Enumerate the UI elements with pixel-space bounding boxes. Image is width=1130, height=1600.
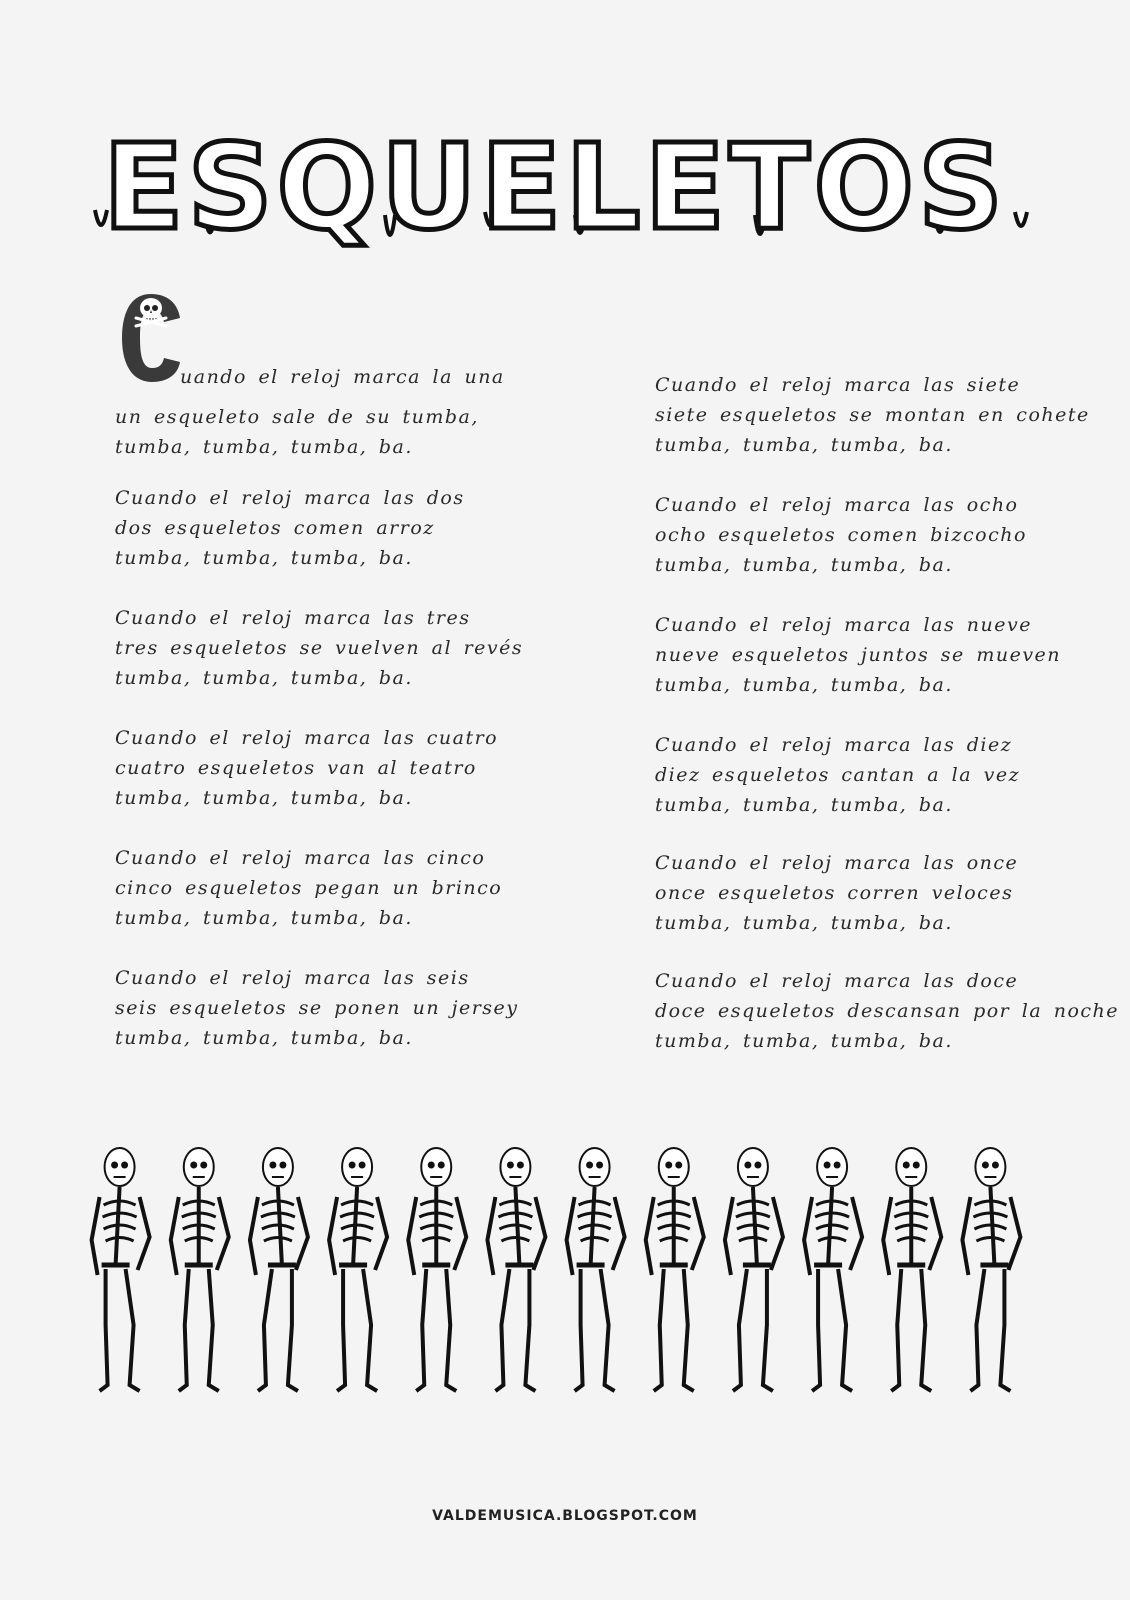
skeleton-figure — [962, 1148, 1020, 1391]
stanza-line: tres esqueletos se vuelven al revés — [115, 637, 524, 659]
stanza-line: once esqueletos corren veloces — [655, 882, 1014, 904]
stanza-line: Cuando el reloj marca las cinco — [115, 847, 486, 869]
stanza-line: Cuando el reloj marca las doce — [655, 970, 1019, 992]
skeletons-svg — [80, 1145, 1030, 1405]
title-text: ESQUELETOS — [103, 130, 1007, 256]
stanza-6 — [115, 963, 555, 1053]
stanza-line: Cuando el reloj marca las dos — [115, 487, 465, 509]
stanza-line: Cuando el reloj marca las ocho — [655, 494, 1019, 516]
skeleton-figure — [408, 1148, 466, 1391]
stanza-3 — [115, 603, 555, 693]
skeleton-figure — [804, 1148, 862, 1391]
stanza-4 — [115, 723, 555, 813]
stanza-line: tumba, tumba, tumba, ba. — [655, 794, 953, 816]
skeleton-figure — [725, 1148, 783, 1391]
skeleton-figure — [646, 1148, 704, 1391]
stanza-1 — [115, 362, 555, 462]
stanza-9 — [655, 610, 1095, 700]
stanza-line: doce esqueletos descansan por la noche — [655, 1000, 1120, 1022]
stanza-11 — [655, 848, 1095, 938]
skeleton-figure — [567, 1148, 625, 1391]
stanza-5 — [115, 843, 555, 933]
stanza-line: ocho esqueletos comen bizcocho — [655, 524, 1027, 546]
stanza-line: cinco esqueletos pegan un brinco — [115, 877, 503, 899]
stanza-line: Cuando el reloj marca las tres — [115, 607, 471, 629]
stanza-line: Cuando el reloj marca las cuatro — [115, 727, 499, 749]
page-title — [55, 130, 1055, 260]
stanza-line: tumba, tumba, tumba, ba. — [655, 674, 953, 696]
stanza-line: Cuando el reloj marca las once — [655, 852, 1019, 874]
stanza-line: diez esqueletos cantan a la vez — [655, 764, 1021, 786]
stanza-12 — [655, 966, 1120, 1056]
stanza-line: dos esqueletos comen arroz — [115, 517, 435, 539]
stanza-line: tumba, tumba, tumba, ba. — [115, 667, 413, 689]
dripping-title-art — [55, 130, 1055, 260]
stanza-8 — [655, 490, 1095, 580]
stanza-line: tumba, tumba, tumba, ba. — [115, 436, 413, 458]
skeleton-figure — [329, 1148, 387, 1391]
stanza-line: tumba, tumba, tumba, ba. — [115, 1027, 413, 1049]
stanza-line: tumba, tumba, tumba, ba. — [115, 787, 413, 809]
stanza-line: seis esqueletos se ponen un jersey — [115, 997, 519, 1019]
skeleton-figure — [250, 1148, 308, 1391]
stanza-7 — [655, 370, 1095, 460]
stanza-line: siete esqueletos se montan en cohete — [655, 404, 1090, 426]
footer-credit: VALDEMUSICA.BLOGSPOT.COM — [432, 1508, 698, 1524]
stanza-line: Cuando el reloj marca las siete — [655, 374, 1021, 396]
stanza-line: tumba, tumba, tumba, ba. — [115, 547, 413, 569]
skeleton-figure — [883, 1148, 941, 1391]
stanza-line: cuatro esqueletos van al teatro — [115, 757, 477, 779]
stanza-line: Cuando el reloj marca las seis — [115, 967, 470, 989]
stanza-line: un esqueleto sale de su tumba, — [115, 406, 479, 428]
stanza-line: Cuando el reloj marca las nueve — [655, 614, 1032, 636]
stanza-line: tumba, tumba, tumba, ba. — [655, 554, 953, 576]
stanza-line: nueve esqueletos juntos se mueven — [655, 644, 1062, 666]
skeleton-figure — [487, 1148, 545, 1391]
stanza-line: tumba, tumba, tumba, ba. — [655, 912, 953, 934]
stanza-2 — [115, 483, 555, 573]
skeleton-figure — [92, 1148, 150, 1391]
stanza-line: Cuando el reloj marca las diez — [655, 734, 1013, 756]
stanza-line: tumba, tumba, tumba, ba. — [655, 434, 953, 456]
skeleton-figure — [171, 1148, 229, 1391]
stanza-line: tumba, tumba, tumba, ba. — [115, 907, 413, 929]
stanza-line: uando el reloj marca la una — [180, 366, 505, 388]
stanza-10 — [655, 730, 1095, 820]
skeleton-illustration-row — [80, 1145, 1030, 1405]
stanza-line: tumba, tumba, tumba, ba. — [655, 1030, 953, 1052]
